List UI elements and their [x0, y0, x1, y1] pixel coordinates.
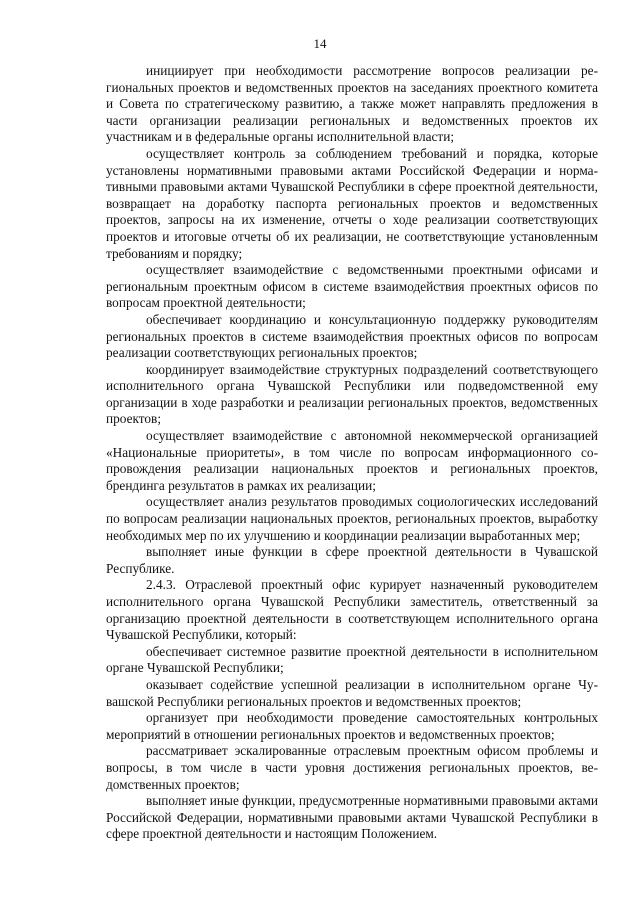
paragraph: обеспечивает координацию и консультационную поддержку руководителям региональных проектов в системе взаимодействия проектных офисов по вопросам реализации соответствующих региональных проектов;	[106, 311, 598, 361]
paragraph: выполняет иные функции в сфере проектной деятельности в Чувашской Республике.	[106, 544, 598, 576]
paragraph: осуществляет контроль за соблюдением требований и порядка, которые установлены нормативными правовыми актами Российской Федерации и нормативными правовыми актами Чувашской Республики в сфере проектной деятельности, возвращает на доработку паспорта региональных проектов и ведомственных проектов, запросы на их изменение, отчеты о ходе реализации соответствующих проектов и итоговые отчеты об их реализации, не соответствующие установленным требованиям и порядку;	[106, 145, 598, 261]
paragraph: оказывает содействие успешной реализации в исполнительном органе Чувашской Республики региональных проектов и ведомственных проектов;	[106, 676, 598, 709]
paragraph: 2.4.3. Отраслевой проектный офис курирует назначенный руководителем исполнительного органа Чувашской Республики заместитель, ответственный за организацию проектной деятельности в соответствующем исполнительного органа Чувашской Республики, который:	[106, 577, 598, 643]
paragraph: выполняет иные функции, предусмотренные нормативными правовыми актами Российской Федерации, нормативными правовыми актами Чувашской Республики в сфере проектной деятельности и настоящим Положением.	[106, 793, 598, 842]
paragraph: осуществляет анализ результатов проводимых социологических исследований по вопросам реализации национальных проектов, региональных проектов, выработку необходимых мер по их улучшению и координации реализации выработанных мер;	[106, 494, 598, 543]
paragraph: рассматривает эскалированные отраслевым проектным офисом проблемы и вопросы, в том числе в части уровня достижения региональных проектов, ведомственных проектов;	[106, 743, 598, 792]
paragraph: осуществляет взаимодействие с автономной некоммерческой организацией «Национальные приоритеты», в том числе по вопросам информационного сопровождения реализации национальных проектов и региональных проектов, брендинга результатов в рамках их реализации;	[106, 428, 598, 493]
document-body	[106, 63, 598, 843]
paragraph: обеспечивает системное развитие проектной деятельности в исполнительном органе Чувашской Республики;	[106, 643, 598, 676]
paragraph: координирует взаимодействие структурных подразделений соответствующего исполнительного органа Чувашской Республики или подведомственной ему организации в ходе разработки и реализации региональных проектов, ведомственных проектов;	[106, 361, 598, 427]
paragraph: осуществляет взаимодействие с ведомственными проектными офисами и региональным проектным офисом в системе взаимодействия проектных офисов по вопросам проектной деятельности;	[106, 262, 598, 311]
page-number: 14	[313, 36, 327, 51]
paragraph: организует при необходимости проведение самостоятельных контрольных мероприятий в отношении региональных проектов и ведомственных проектов;	[106, 710, 598, 742]
paragraph: инициирует при необходимости рассмотрение вопросов реализации региональных проектов и ведомственных проектов на заседаниях проектного комитета и Совета по стратегическому развитию, а также может направлять предложения в части организации реализации региональных и ведомственных проектов их участникам и в федеральные органы исполнительной власти;	[106, 63, 598, 145]
